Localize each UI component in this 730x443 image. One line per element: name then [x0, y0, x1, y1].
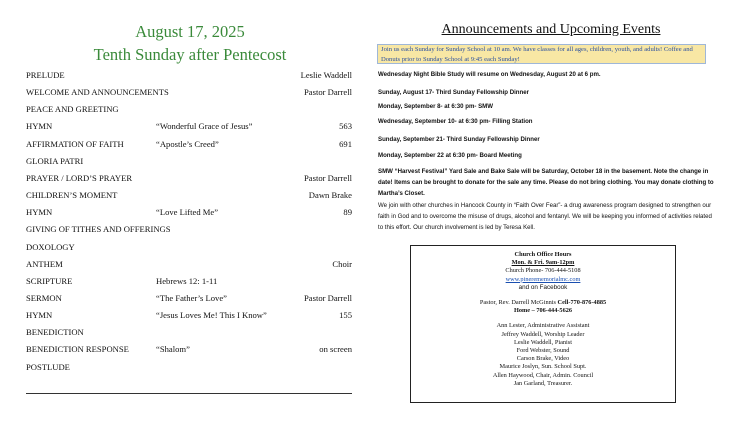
church-office-box: [410, 245, 676, 403]
announcement-item: Sunday, August 17- Third Sunday Fellowship Dinner: [378, 89, 530, 96]
worship-row: [26, 68, 352, 82]
service-date: August 17, 2025: [135, 22, 245, 41]
worship-item: SERMON: [26, 292, 62, 303]
worship-item: AFFIRMATION OF FAITH: [26, 138, 124, 149]
worship-row: [26, 308, 352, 322]
announcements-title: Announcements and Upcoming Events: [441, 22, 661, 37]
worship-detail: “Love Lifted Me”: [156, 207, 219, 218]
worship-item: CHILDREN’S MOMENT: [26, 190, 118, 201]
worship-leader: Leslie Waddell: [300, 70, 352, 80]
facebook-note: and on Facebook: [518, 283, 568, 291]
staff-member: Jan Garland, Treasurer.: [513, 379, 573, 387]
pastor-name: Pastor, Rev. Darrell McGinnis: [479, 299, 556, 307]
worship-leader: Pastor Darrell: [304, 292, 352, 303]
announcement-item: Sunday, September 21- Third Sunday Fellowship Dinner: [378, 136, 540, 143]
worship-item: HYMN: [26, 121, 53, 132]
harvest-festival-note: SMW “Harvest Festival” Yard Sale and Bake Sale will be Saturday, October 18 in the basement. Note the change in date! Items can be brought to donate for the sale any time. Please do not bring clothing. You may donate clothing to Martha’s Closet.: [378, 168, 714, 197]
announcement-item: Wednesday Night Bible Study will resume on Wednesday, August 20 at 6 pm.: [378, 71, 601, 78]
staff-member: Maurice Joslyn, Sun. School Supt.: [499, 363, 587, 371]
staff-member: Allen Haywood, Chair, Admin. Council: [492, 371, 594, 379]
worship-item: PRAYER / LORD’S PRAYER: [26, 172, 133, 183]
worship-detail: “Jesus Loves Me! This I Know”: [156, 310, 267, 321]
worship-detail: “Apostle’s Creed”: [156, 138, 219, 149]
staff-list: [411, 322, 675, 388]
faith-over-fear-note: We join with other churches in Hancock County in “Faith Over Fear”- a drug awareness program designed to strengthen our faith in God and to overcome the misuse of drugs, alcohol and fentanyl. We will be keeping you informed of activities related to this effort. Our church involvement is led by Teresa Kell.: [378, 202, 712, 231]
church-phone: Church Phone- 706-444-5108: [505, 267, 581, 275]
worship-row: [26, 154, 352, 168]
worship-detail: “Wonderful Grace of Jesus”: [156, 121, 253, 132]
worship-item: PEACE AND GREETING: [26, 104, 119, 115]
worship-row: [26, 85, 352, 99]
worship-leader: Dawn Brake: [308, 190, 352, 201]
worship-leader: Pastor Darrell: [304, 87, 352, 98]
worship-leader: Choir: [332, 258, 352, 269]
worship-row: [26, 137, 352, 151]
worship-row: [26, 342, 352, 356]
worship-row: [26, 171, 352, 185]
liturgical-day: Tenth Sunday after Pentecost: [93, 45, 287, 64]
worship-detail: Hebrews 12: 1-11: [156, 275, 218, 286]
worship-leader: 89: [343, 207, 352, 218]
bottom-rule: [26, 393, 352, 394]
worship-item: POSTLUDE: [26, 361, 70, 372]
worship-item: BENEDICTION RESPONSE: [26, 344, 129, 355]
staff-member: Jeffrey Waddell, Worship Leader: [501, 330, 585, 338]
worship-row: [26, 188, 352, 202]
worship-leader: 563: [339, 121, 352, 132]
worship-item: SCRIPTURE: [26, 275, 73, 286]
worship-detail: “The Father’s Love”: [156, 292, 227, 303]
worship-detail: “Shalom”: [156, 344, 190, 355]
announcement-item: Wednesday, September 10- at 6:30 pm- Filling Station: [378, 118, 533, 125]
worship-row: [26, 274, 352, 288]
pastor-home: Home – 706-444-5626: [513, 307, 573, 315]
worship-item: GLORIA PATRI: [26, 155, 84, 166]
office-hours: Mon. & Fri. 9am-12pm: [511, 259, 575, 267]
office-hours-heading: Church Office Hours: [514, 251, 572, 258]
worship-row: [26, 325, 352, 339]
worship-row: [26, 257, 352, 271]
worship-item: PRELUDE: [26, 70, 65, 80]
worship-row: [26, 291, 352, 305]
worship-item: ANTHEM: [26, 258, 63, 269]
staff-member: Ann Lester, Administrative Assistant: [496, 322, 590, 330]
worship-row: [26, 222, 352, 236]
worship-row: [26, 119, 352, 133]
sunday-school-highlight: Join us each Sunday for Sunday School at 10 am. We have classes for all ages, children, youth, and adults! Coffee and Donuts prior to Sunday School at 9:45 each Sunday!: [377, 44, 706, 64]
worship-item: BENEDICTION: [26, 327, 84, 338]
worship-item: DOXOLOGY: [26, 241, 75, 252]
worship-item: HYMN: [26, 207, 53, 218]
worship-row: [26, 205, 352, 219]
staff-member: Leslie Waddell, Pianist: [514, 338, 572, 346]
worship-leader: 155: [339, 310, 352, 321]
worship-leader: Pastor Darrell: [304, 172, 352, 183]
worship-leader: 691: [339, 138, 352, 149]
staff-member: Carson Brake, Video: [516, 355, 570, 363]
pastor-cell: Cell-770-876-4885: [557, 299, 607, 307]
announcement-item: Monday, September 8- at 6:30 pm- SMW: [378, 103, 494, 110]
pastor-line: [411, 299, 675, 307]
announcements-panel: [375, 0, 727, 443]
announcement-item: Monday, September 22 at 6:30 pm- Board Meeting: [378, 152, 522, 159]
worship-row: [26, 240, 352, 254]
staff-member: Ford Webster, Sound: [516, 347, 570, 355]
worship-row: [26, 360, 352, 374]
worship-item: GIVING OF TITHES AND OFFERINGS: [26, 224, 171, 235]
worship-item: WELCOME AND ANNOUNCEMENTS: [26, 87, 169, 98]
worship-item: HYMN: [26, 310, 53, 321]
worship-leader: on screen: [319, 344, 352, 355]
website-link[interactable]: www.pinerememorialmc.com: [505, 275, 581, 283]
worship-row: [26, 102, 352, 116]
